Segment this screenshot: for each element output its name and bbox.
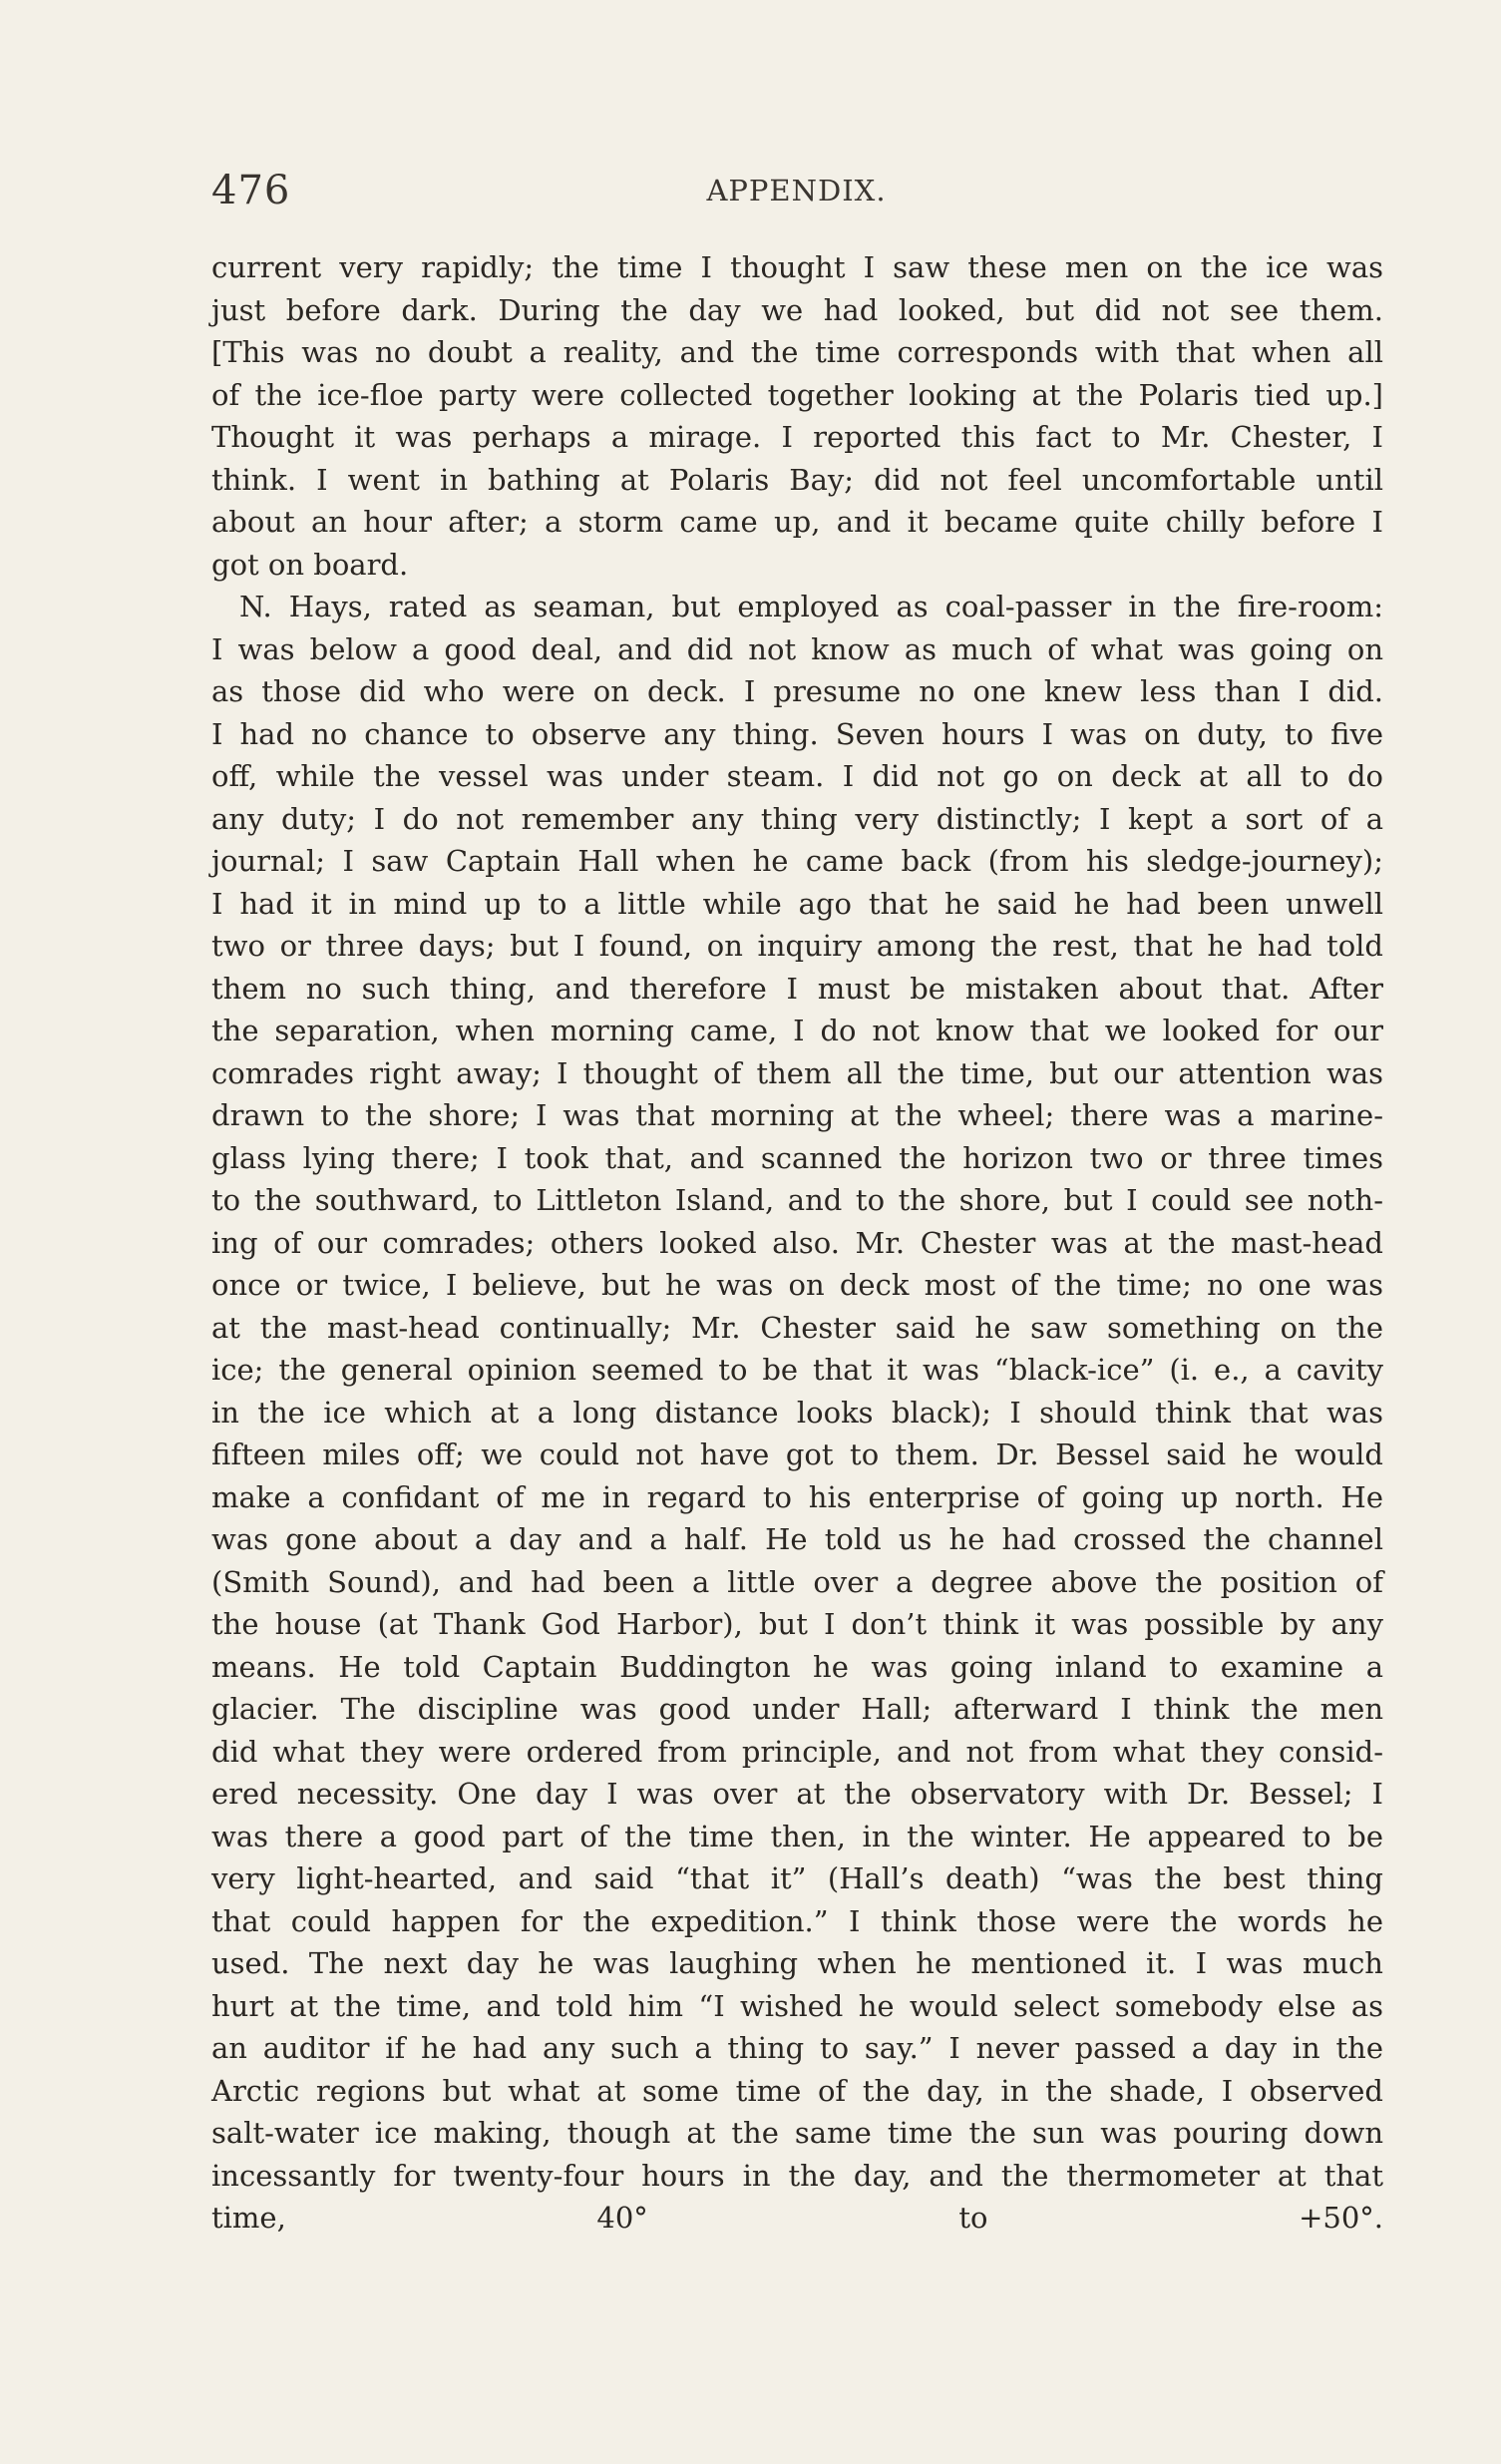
body-text	[211, 246, 1383, 2281]
text-line: means. He told Captain Buddington he was going inland to examine a	[211, 1649, 1383, 1684]
text-line: the house (at Thank God Harbor), but I don’t think it was possible by any	[211, 1607, 1383, 1641]
text-line: I had it in mind up to a little while ago that he said he had been unwell	[211, 886, 1383, 921]
text-line: fifteen miles off; we could not have got to them. Dr. Bessel said he would	[211, 1437, 1383, 1471]
text-line: current very rapidly; the time I thought I saw these men on the ice was	[211, 250, 1383, 284]
text-line: ice; the general opinion seemed to be that it was “black-ice” (i. e., a cavity	[211, 1353, 1383, 1387]
text-line: [This was no doubt a reality, and the time corresponds with that when all	[211, 335, 1383, 369]
text-line: off, while the vessel was under steam. I did not go on deck at all to do	[211, 759, 1383, 793]
text-line: time, 40° to +50°.	[211, 2201, 1383, 2235]
text-line: them no such thing, and therefore I must be mistaken about that. After	[211, 971, 1383, 1006]
text-line: incessantly for twenty-four hours in the day, and the thermometer at that	[211, 2158, 1383, 2193]
text-line: journal; I saw Captain Hall when he came back (from his sledge-journey);	[211, 844, 1383, 878]
text-line: I was below a good deal, and did not know as much of what was going on	[211, 631, 1383, 666]
text-line: of the ice-floe party were collected together looking at the Polaris tied up.]	[211, 377, 1383, 412]
text-line: once or twice, I believe, but he was on deck most of the time; no one was	[211, 1268, 1383, 1302]
text-line: very light-hearted, and said “that it” (Hall’s death) “was the best thing	[211, 1861, 1383, 1895]
text-line: glass lying there; I took that, and scanned the horizon two or three times	[211, 1140, 1383, 1175]
text-line: two or three days; but I found, on inquiry among the rest, that he had told	[211, 929, 1383, 963]
page-number: 476	[211, 168, 291, 213]
text-line: any duty; I do not remember any thing very distinctly; I kept a sort of a	[211, 801, 1383, 836]
text-line: glacier. The discipline was good under Hall; afterward I think the men	[211, 1692, 1383, 1726]
text-line: make a confidant of me in regard to his enterprise of going up north. He	[211, 1479, 1383, 1514]
text-line: hurt at the time, and told him “I wished he would select somebody else as	[211, 1988, 1383, 2023]
text-line: got on board.	[211, 547, 409, 582]
text-line: (Smith Sound), and had been a little over a degree above the position of	[211, 1564, 1383, 1599]
text-line: was there a good part of the time then, in the winter. He appeared to be	[211, 1819, 1383, 1853]
text-line: ing of our comrades; others looked also. Mr. Chester was at the mast-head	[211, 1225, 1383, 1260]
text-line: N. Hays, rated as seaman, but employed as coal-passer in the fire-room:	[239, 590, 1383, 623]
text-line: Arctic regions but what at some time of the day, in the shade, I observed	[211, 2073, 1383, 2108]
text-line: about an hour after; a storm came up, and it became quite chilly before I	[211, 505, 1383, 539]
text-line: ered necessity. One day I was over at the observatory with Dr. Bessel; I	[211, 1777, 1383, 1811]
text-line: was gone about a day and a half. He told us he had crossed the channel	[211, 1522, 1383, 1556]
text-line	[211, 2240, 1383, 2282]
text-line: think. I went in bathing at Polaris Bay; did not feel uncomfortable until	[211, 462, 1383, 497]
text-line: Thought it was perhaps a mirage. I reported this fact to Mr. Chester, I	[211, 420, 1383, 454]
text-line: salt-water ice making, though at the same time the sun was pouring down	[211, 2116, 1383, 2150]
text-line: drawn to the shore; I was that morning at the wheel; there was a marine-	[211, 1098, 1383, 1132]
running-title: APPENDIX.	[706, 174, 887, 207]
text-line: that could happen for the expedition.” I think those were the words he	[211, 1903, 1383, 1938]
text-line: I had no chance to observe any thing. Seven hours I was on duty, to five	[211, 716, 1383, 751]
text-line: at the mast-head continually; Mr. Chester said he saw something on the	[211, 1310, 1383, 1345]
text-line: as those did who were on deck. I presume no one knew less than I did.	[211, 674, 1383, 708]
text-line: the separation, when morning came, I do not know that we looked for our	[211, 1014, 1383, 1047]
text-line: an auditor if he had any such a thing to say.” I never passed a day in the	[211, 2031, 1383, 2065]
text-line: did what they were ordered from principle, and not from what they consid-	[211, 1734, 1383, 1769]
text-line: to the southward, to Littleton Island, and to the shore, but I could see noth-	[211, 1183, 1383, 1217]
text-line: just before dark. During the day we had looked, but did not see them.	[211, 292, 1383, 327]
text-line: used. The next day he was laughing when he mentioned it. I was much	[211, 1946, 1383, 1980]
running-head	[211, 168, 1381, 217]
text-line: comrades right away; I thought of them all the time, but our attention was	[211, 1055, 1383, 1090]
text-line: in the ice which at a long distance looks black); I should think that was	[211, 1395, 1383, 1430]
